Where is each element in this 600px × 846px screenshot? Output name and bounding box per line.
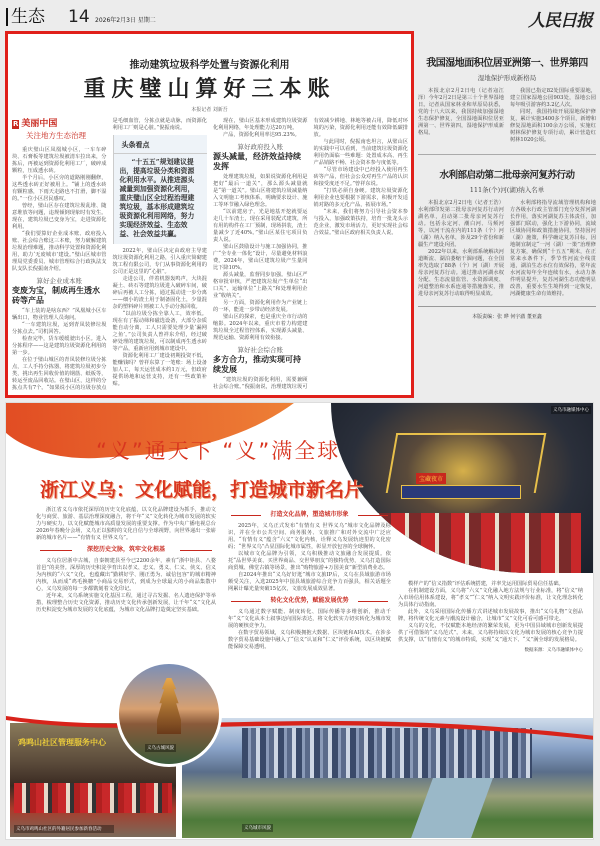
- paragraph: “未来，我们将努力引导社会资本参与投入，加强政策扶持，培育一批龙头示范企业，激发市场活力，更好实现社会综合效益。”璧山区政府相关负责人说。: [313, 209, 408, 236]
- paragraph: 义乌的文化，不仅赋能本地经济的繁荣发展，更为中国县域城市创新发展提供了可借鉴的“义乌范式”。未来，义乌将持续以文化为城市发展的核心竞争力提供支撑，以“有情有义”的城市特质，实现“义”通天下、“义”满全球的发展格局。: [398, 623, 583, 643]
- feature-column-2: [228, 507, 391, 651]
- section-heading: 深挖历史文脉，筑牢文化根基: [36, 546, 216, 554]
- feature-title-2: 浙江义乌：文化赋能，打造城市新名片: [40, 479, 364, 501]
- paragraph: 资源化利用工厂建设初期投资不低，能赚钱吗？曾祥东算了一笔账：场上设备加人工，每天运营成本约1万元，但政府提供场地和运营支持，还有一些政策补贴。: [112, 353, 207, 387]
- paragraph: “车上装的是啥东西？”凤凰城小区车辆出口，物业管理人员询问。: [12, 308, 107, 321]
- paragraph: 义乌位居浙中古城，自秦朝建县至今已2200余年，素有“浙中钜县、八婺首邑”的美誉。深厚的历史积淀孕育出以孝义、忠义、勇义、仁义、侠义、信义为内核的“六义”文化，也蕴藏出“勤耕好学、刚正勇为、诚信包容”的城市精神内核，从而成“鸡毛换糖”小商品交易形式，到成为全球最大的小商品集散中心，义乌发展的每一步都镌刻着文化印记。: [36, 558, 216, 592]
- river-article-subtitle: 111条(个)河(湖)纳入名单: [469, 186, 545, 194]
- paragraph: 在数字贸易领域，义乌积极拥抱大数据、区块链和AI技术。在涉多数字贸易基础设施中融入了“信义”认证和“仁义”评价系统，以区块链赋能保障交易透明。: [228, 630, 391, 650]
- paragraph: 璧山区的探索，也是重庆全市行动的缩影。2024年以来，重庆市着力构建建筑垃圾全过程管控体系，实现源头减量、规范运输、资源利用有效衔接。: [213, 314, 308, 341]
- paragraph: 源头减量，监督同步加强。璧山区严格审批审核，严把建筑垃圾产生单位“出口关”、运输单位“上路关”和处理利用企业“收纳关”。: [213, 272, 308, 299]
- river-article-body: [418, 200, 596, 298]
- main-article: [5, 31, 414, 398]
- paragraph: 近年来，义乌系统实施文化基因工程，通过寻古发掘、名人遗迹保护等举措，梳理整合历史文化资源，推动历史文化传承创新发展，让千年“义”文化从历史积淀变为城市发展的文化底蕴，为城市文化品牌打造奠定坚实基础。: [36, 593, 216, 613]
- wetland-article-subtitle: 湿地保护形成新格局: [477, 74, 537, 82]
- paragraph: 产品，资源化利用率达95.23%。: [223, 132, 300, 138]
- paragraph: 义乌通过数字赋能、制度转化、国际传播等多维创新，推动千年“义”文化从本土叙事迈向国际表达，将文化软实力切实转化为城市发展的硬核竞争力。: [228, 609, 391, 629]
- issue-date: 2026年2月3日 星期二: [95, 17, 156, 24]
- subhead-label: 算好社会综合账: [237, 346, 283, 354]
- article-byline: 本报记者 刘新吾: [191, 107, 228, 113]
- paragraph: “一车建筑垃圾，运到青凤装修垃圾分拣点去。”司机回答。: [12, 322, 107, 335]
- paragraph: 模样产的“信义指数”评估系统搭建，并率先运用国际贸易信任基础。: [408, 581, 564, 587]
- paragraph: 同时，我国持续开展湿地保护修复，累计实施3400多个项目，新增和修复湿地面积100余万公顷，实施红树林保护修复专项行动，累计营造红树林1020公顷。: [510, 109, 596, 143]
- column-tag: [12, 118, 107, 130]
- paragraph: “打铁必须自身硬。建筑垃圾资源化利用企业也要根据下游需求，积极开发适销对路的多元化产品，拓展市场。”: [313, 188, 408, 208]
- photo-caption: 义乌古城风貌: [147, 746, 174, 751]
- paragraph: 本报北京2月2日电（记者寇江泽）今年2月2日是第三十个世界湿地日。记者从国家林业和草原局获悉，党的十八大以来，我国持续加强湿地生态保护修复，全国湿地面积位居亚洲第一、世界第四，湿地保护形成新格局。: [418, 88, 504, 136]
- paragraph: “我们要算好企业成本账、政府投入账、社会综合账这三本账，努力破解建筑垃圾治理难题，推动科学处置和资源化利用，助力‘无废城市’建设。”璧山区城市管理局党委委员、城市管理综合行政执法支队支队长倪振南介绍。: [12, 231, 107, 272]
- column-subtitle: 关注地方生态治理: [26, 131, 86, 140]
- paragraph: 2022年，璧山区决定由政府主导建筑垃圾资源化利用之路，引入重庆简砌建筑工程有限公司，专门从事资源化利用的公司正是这里的“心脏”。: [112, 248, 207, 275]
- wetland-article-title: 我国湿地面积位居亚洲第一、世界第四: [426, 58, 588, 69]
- page-editors: 本版责编：张 晔 何宇澈 董亚鑫: [418, 306, 596, 320]
- river-article-title: 水利部启动第二批母亲河复苏行动: [439, 170, 575, 181]
- section-heading: 转化文化优势，赋能发展优势: [228, 597, 391, 605]
- feature-column-1: [36, 507, 216, 614]
- photo-caption: 义乌市鸡鸣山社区的外籍居民参加新春活动: [14, 825, 114, 833]
- subhead-label: 算好企业成本账: [36, 277, 82, 285]
- highlight-box: [113, 135, 208, 244]
- paragraph: 2022年以来，水利部系统解决河道断流、湖泊萎缩干涸问题，在全国率先选取了88条（个）河（湖）开展母亲河复苏行动。通过推动河湖水权分配、生态流量监管、水资源调度、河道整治和水系连通等措施落实，推进母亲河复苏行动取得明显成效。: [418, 249, 504, 297]
- paragraph: 另一方面，资源化利用作为产业链上的一环，能进一步带动经济发展。: [213, 300, 308, 313]
- article-body-columns: [12, 118, 408, 392]
- section-heading: 打造文化品牌，塑造城市形象: [228, 511, 391, 519]
- paragraph: “建筑垃圾的资源化利用，需要兼顾社会综合账。”倪振南说，治理建筑垃圾可有效减少耕地、林地等被占用，降低对环境的污染，资源化利用还能有效降低碳排放。: [213, 118, 408, 390]
- section-name: 生态: [6, 8, 45, 26]
- photo-caption: 义乌市融媒体中心: [553, 408, 589, 413]
- feature-column-3: [398, 581, 583, 653]
- subhead-title: 多方合力，推动实现可持续发展: [213, 355, 301, 374]
- column-tag-icon: R: [13, 120, 19, 128]
- building-sign: 鸡鸣山社区管理服务中心: [18, 738, 106, 747]
- paragraph: “尽管市场建设中已经投入使用再生砖等产品，但社会公众对再生产品的认识和接受度还不足。”曾祥东说。: [313, 167, 408, 187]
- newspaper-logo: 人民日报: [528, 11, 592, 31]
- article-divider: [418, 154, 596, 155]
- paragraph: 处理建筑垃圾，如果说资源化利用是把好“最后一道关”，那么源头减量就是“第一道关”。璧山区将建筑垃圾减量纳入文明施工考核体系，明确要求设计、施工等环节融入绿色理念。: [213, 174, 308, 208]
- paragraph: 此外，义乌采用国际化传播方式讲述城市发展故事，推出“义乌礼物”文创品牌，将传统文化元素与潮流设计融合，让城市“义”文化可看可感可带走。: [398, 609, 583, 622]
- paragraph: 本报北京2月2日电（记者王浩）水利部印发第二批母亲河复苏行动河湖名单，启动第二批母亲河复苏行动。包括永定河、潮白河、马颊河等，以河干流在内的111条（个）河（湖）纳入名单，涉及29个省份和新疆生产建设兵团。: [418, 200, 504, 248]
- paragraph: 在机制建设方面，义乌将“六义”文化融入地方法规与行业标准，将“信义”纳入市场信用体系建设，将“孝义”“仁义”纳入文明实践评价标准，让文化理念转化为具体行动指南。: [398, 588, 583, 608]
- paragraph: 走进公司，伴着机器轰鸣声，大块混凝土、砖石等建筑垃圾进入破碎车间，破碎后再被人工分拣，通过振动进一步分离——细小的渣土用于制备固化土，少量混杂的塑料碎片则被工人手动分拣回收。: [112, 276, 207, 310]
- feature-title-1: “义”通天下 “义”满全球: [96, 439, 341, 463]
- paragraph: “以前垃圾分拣全靠人工，效率低。现在有了振动筛和磁选设备，大部分杂质能自动分离，工人只需要处理少量‘漏网之鱼’。”公司负责人曾祥东介绍，经过破碎处理的建筑垃圾，可以制成再生透水砖等产品，重新应用到城市建设中。: [112, 311, 207, 352]
- paragraph: 重庆璧山区凤凰城小区，一车车碎块、石膏板等建筑垃圾被清车拉出来，分拣后，再被运到资源化利用工厂，破碎成颗粒，压成透水砖。: [12, 147, 107, 174]
- decorative-red-wave: [6, 708, 594, 748]
- paragraph: 2025年，义乌正式发布“有情有义 世界义乌”城市文化品牌及标识，并在全市公共空间、商务服务、文旅推广和对外交流中广泛应用。“有情有义”蕴含“六义”文化内核，诠释义乌发展轨迹里的文化密码；“世界义乌”凸显国际化城市属性，彰显开放包容的全球胸怀。: [228, 523, 391, 550]
- column-tag-label: 美丽中国: [21, 119, 58, 129]
- right-column: [418, 54, 596, 320]
- paragraph: 我国已指定82处国际重要湿地，建立国家湿地公园903处，湿地公园每年吸引游客约3.2亿人次。: [510, 88, 596, 108]
- subhead-title: 变废为宝，制成再生透水砖等产品: [12, 286, 100, 305]
- paragraph: 以城市文化品牌为引领，义乌积极推动文旅融合发展提质。依托“品世界美食、买世界商品、交世界朋友”的独特优势，义乌打造国际商贸城、佛堂古镇等场景，推出“购物旅游+万国美食”新型消费业态。: [228, 551, 391, 571]
- pagoda-photo: [116, 661, 222, 767]
- paragraph: 半个月后，小区旁的道路刚刚翻修，这些透水砖正好被用上。“铺上的透水砖有颗粒感，下雨天走路也不打滑，脚不湿的。”一位小区居民感叹。: [12, 175, 107, 202]
- paragraph: 自2024年推出“义乌好好逛”城市文旅IP后，义乌在县域旅游市场颇受关注，入选2025年中国县域旅游综合竞争力百强县，相关话题全网累计曝光量突破15亿次，文旅发展成效显著。: [228, 572, 391, 592]
- data-source: 数据来源：义乌市融媒体中心: [524, 648, 583, 653]
- paragraph: 与此同时，倪振南也坦言，从璧山区的实践中可以看到，当前建筑垃圾资源化利用仍面临一些难题：处置成本高、再生产品销路不畅、社会资本参与度低等。: [313, 139, 408, 166]
- paragraph: “以前建房子，光是地基开挖就要运走几十车渣土，现在采用装配式建筑，所有用的构件在工厂预制，现场拼装，渣土量减少了近40%。”璧山区某住宅项目负责人说。: [213, 209, 308, 243]
- article-kicker: 推动建筑垃圾科学处置与资源化利用: [129, 60, 290, 71]
- article-title: 重庆璧山算好三本账: [83, 77, 336, 102]
- highlight-text: “十五五”规划建议提出，提高垃圾分类和资源化利用水平。从推进源头减量到加强资源化利用，重庆璧山区全过程治理建筑垃圾，基本形成建筑垃圾资源化利用网络，努力实现经济效益、生态效益、社会效益共赢。: [119, 158, 195, 238]
- highlight-title: 头条看点: [114, 135, 208, 154]
- paragraph: 现在，璧山区基本形成建筑垃圾资源化利用网络，年处理能力达20万吨。: [213, 118, 308, 131]
- paragraph: 浙江省义乌市依托深厚的历史文化底蕴，以文化品牌建设为抓手，推动文化与商贸、旅游、基层治理深度融合，将千年“义”文化转化为城市发展的软实力与硬实力，以文化赋能城市高质量发展的重要支撑。作为中央广播电视总台2026年春晚分会场，义乌正以独特的文化自信与全球视野，向世界递出一张崭新的城市名片——“有情有义 世界义乌”。: [36, 507, 216, 541]
- subhead-label: 算好政府投入账: [237, 143, 283, 151]
- yiwu-feature: [5, 402, 594, 840]
- paragraph: 水利部将指导流域管理机构和地方各级水行政主管部门充分发挥河湖长作用，落实河湖复苏主体责任，加强部门联动，强化上下游协同，流域区域协同和政策措施协同，坚持因河（湖）施策，科学确定复苏目标，因地制宜制定“一河（湖）一策”治理修复方案，确保到“十五五”期末，在正常来水条件下，季节性河流全线贯通，湖泊生态水位有效保持，常年流水河流每年全年连续有水，水动力条件明显提升，复苏河湖生态功能明显改善，重要水生生境得到一定恢复，河湖健康生命有效维持。: [510, 200, 596, 297]
- subhead-title: 源头减量，经济效益持续发挥: [213, 152, 301, 171]
- paragraph: 曾经，璧山区存在建筑垃圾乱堆、随意堆放等问题，违规倾倒现象时有发生。现在，建筑垃圾已变身为宝，走进资源化利用。: [12, 203, 107, 230]
- paragraph: 在位于璧山城区的青凤装修垃圾分拣点，工人手持分拣器，将建筑垃圾初步分类，挑出再生回收价值的钢筋、纸板等，转运至废品回收站。在璧山区，这样的分拣点共有7个。“如果说小区的垃圾存放点是毛细血管，分拣点就是动脉，而资源化利用工厂则是心脏。”倪振南说。: [12, 118, 207, 391]
- night-market-sign: 宝藏夜市: [416, 473, 446, 484]
- page-number: 14: [68, 7, 90, 27]
- wetland-article-body: [418, 88, 596, 144]
- paragraph: 璧山区鼓励设计与施工加强协同，推广“全专业一体化”设计，尽量避免材料浪费。2024年，璧山区建筑垃圾产生量同比下降10%。: [213, 244, 308, 271]
- photo-caption: 义乌城市风貌: [244, 826, 271, 831]
- paragraph: 检查完毕，货车缓缓驶出小区。进入分拣程序——这是建筑垃圾资源化利用的第一步。: [12, 336, 107, 356]
